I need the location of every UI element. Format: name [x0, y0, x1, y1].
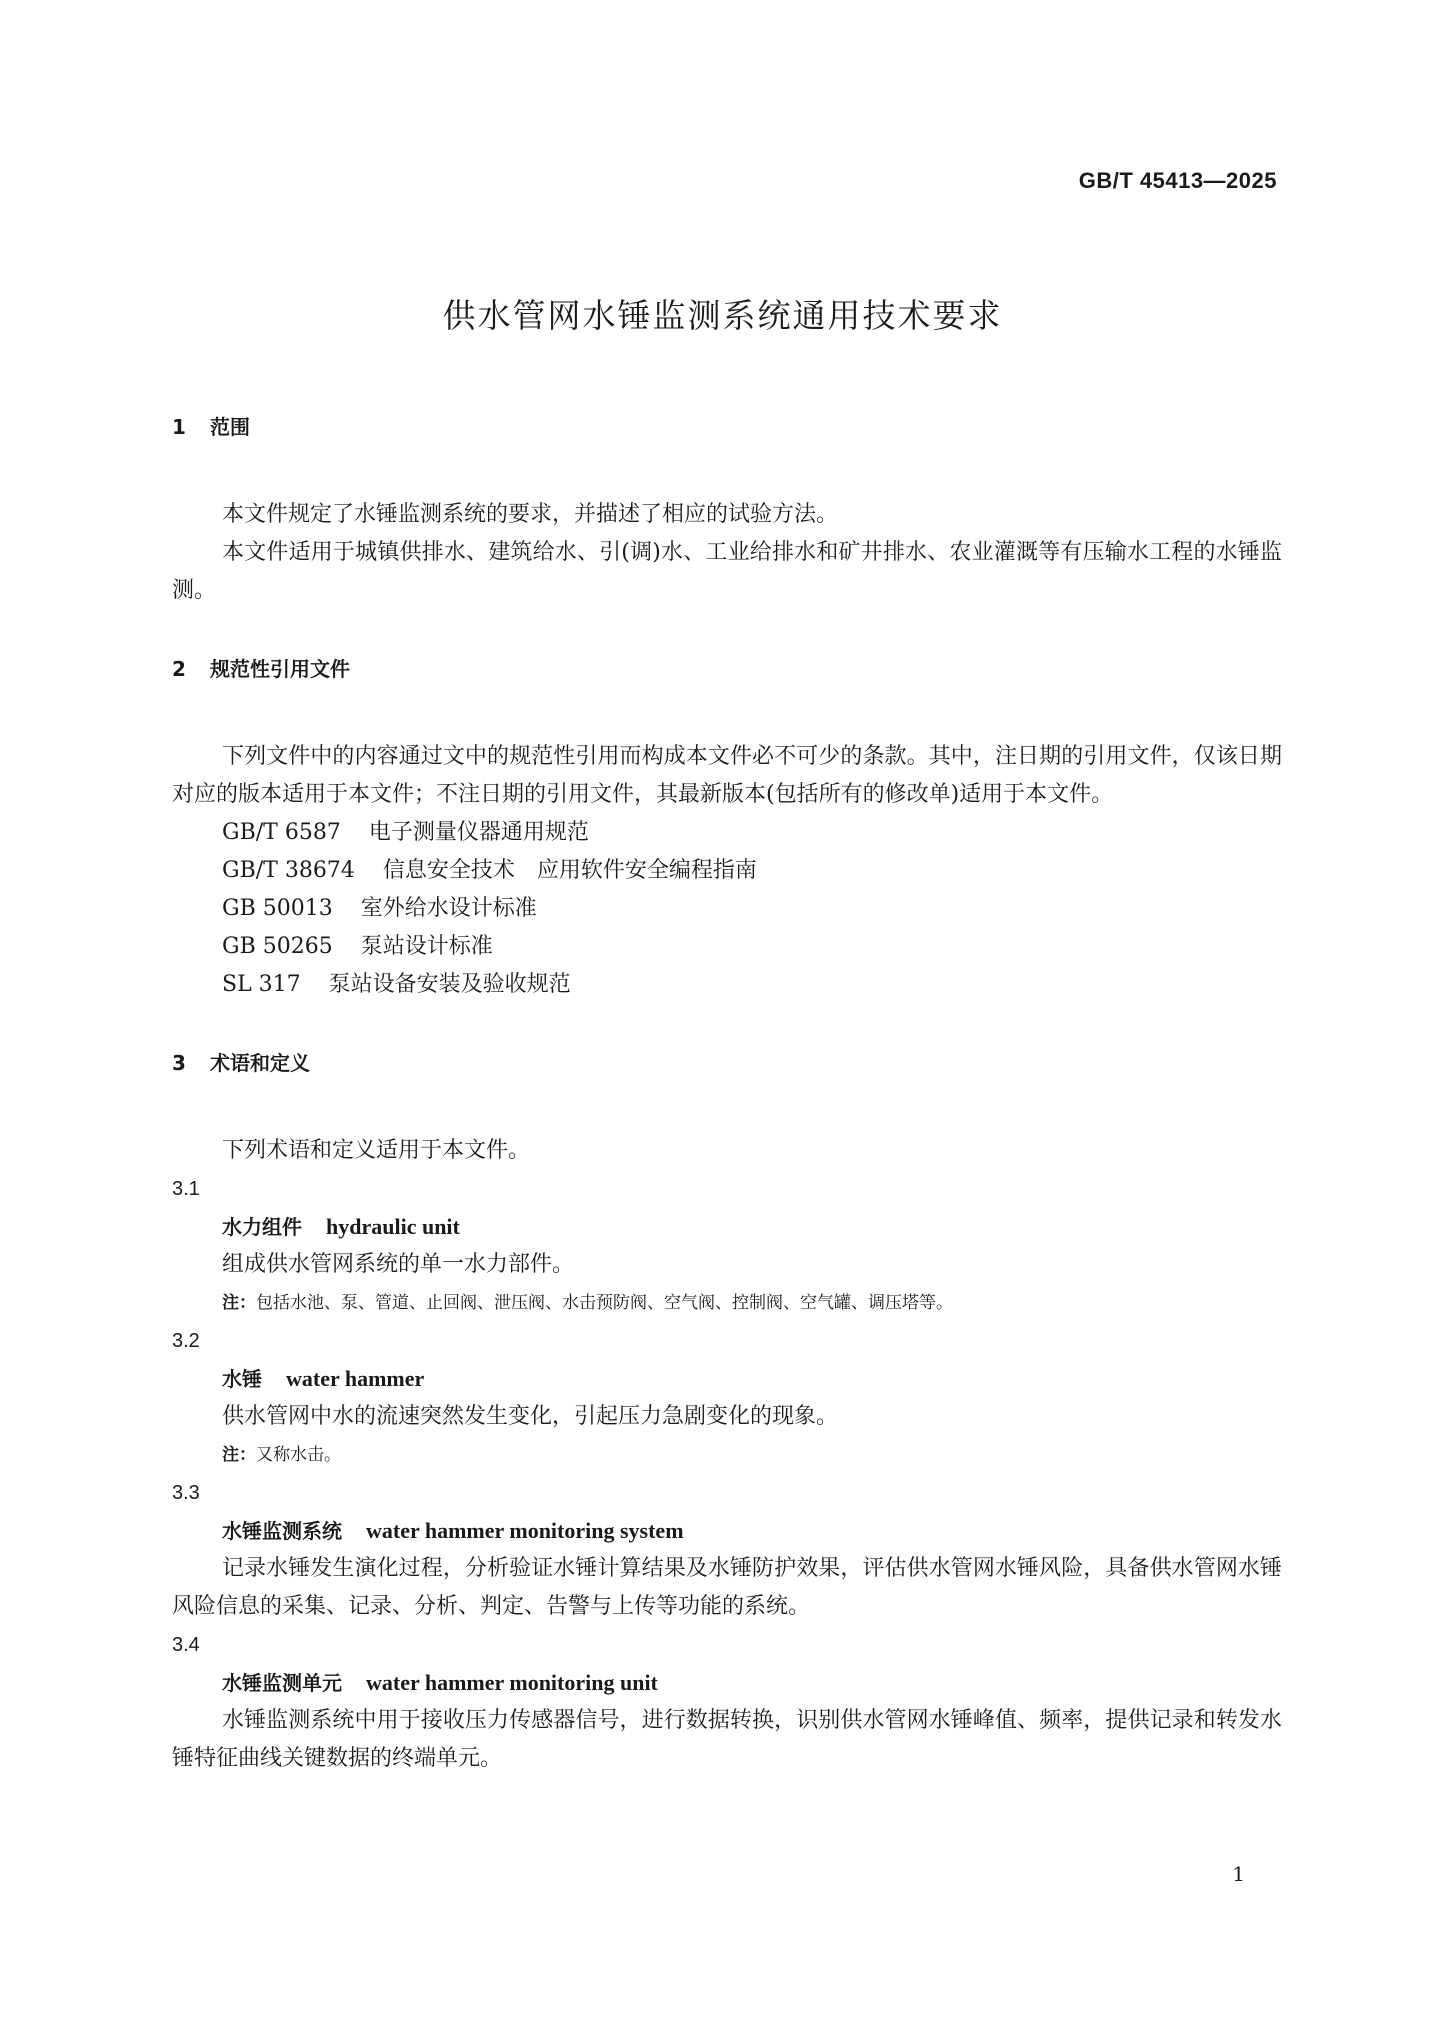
- note-label: 注：: [222, 1293, 256, 1313]
- note-text: 包括水池、泵、管道、止回阀、泄压阀、水击预防阀、空气阀、控制阀、空气罐、调压塔等。: [256, 1293, 953, 1313]
- term-number: 3.3: [172, 1482, 200, 1504]
- section-2-heading: [172, 650, 1282, 688]
- term-definition: 供水管网中水的流速突然发生变化，引起压力急剧变化的现象。: [222, 1404, 839, 1429]
- term-name-zh: 水锤监测单元: [222, 1671, 342, 1695]
- reference-item: [172, 852, 1282, 890]
- term-name-en: water hammer monitoring system: [366, 1518, 684, 1543]
- term-name: [172, 1664, 1282, 1702]
- reference-code: GB 50013: [222, 896, 333, 921]
- reference-item: [172, 966, 1282, 1004]
- term-name-zh: 水锤: [222, 1367, 262, 1391]
- section-1-heading: [172, 408, 1282, 446]
- term-number: 3.1: [172, 1178, 200, 1200]
- section-title: 术语和定义: [210, 1051, 310, 1075]
- reference-code: SL 317: [222, 972, 301, 997]
- reference-code: GB/T 38674: [222, 858, 355, 883]
- paragraph: 下列文件中的内容通过文中的规范性引用而构成本文件必不可少的条款。其中，注日期的引用文件，仅该日期对应的版本适用于本文件；不注日期的引用文件，其最新版本(包括所有的修改单)适用于本文件。: [172, 744, 1282, 807]
- paragraph: 下列术语和定义适用于本文件。: [222, 1138, 531, 1163]
- reference-title: 泵站设备安装及验收规范: [328, 972, 571, 997]
- note-text: 又称水击。: [256, 1445, 341, 1465]
- term-name: [172, 1360, 1282, 1398]
- term-name-en: water hammer: [286, 1366, 425, 1391]
- document-title: 供水管网水锤监测系统通用技术要求: [442, 296, 1003, 335]
- reference-item: [172, 928, 1282, 966]
- term-name-en: hydraulic unit: [326, 1214, 460, 1239]
- reference-title: 电子测量仪器通用规范: [368, 820, 589, 845]
- term-name-en: water hammer monitoring unit: [366, 1670, 658, 1695]
- section-number: 1: [172, 415, 186, 439]
- page-number: 1: [1232, 1862, 1245, 1886]
- section-3-heading: [172, 1044, 1282, 1082]
- term-number: 3.4: [172, 1634, 200, 1656]
- section-number: 2: [172, 657, 186, 681]
- reference-title: 信息安全技术 应用软件安全编程指南: [382, 858, 757, 883]
- term-definition: 水锤监测系统中用于接收压力传感器信号，进行数据转换，识别供水管网水锤峰值、频率，提供记录和转发水锤特征曲线关键数据的终端单元。: [172, 1708, 1282, 1771]
- term-name: [172, 1208, 1282, 1246]
- section-title: 规范性引用文件: [210, 657, 350, 681]
- term-note: [172, 1284, 1282, 1322]
- reference-title: 泵站设计标准: [360, 934, 493, 959]
- term-name: [172, 1512, 1282, 1550]
- term-name-zh: 水锤监测系统: [222, 1519, 342, 1543]
- paragraph: 本文件适用于城镇供排水、建筑给水、引(调)水、工业给排水和矿井排水、农业灌溉等有压输水工程的水锤监测。: [172, 540, 1282, 603]
- section-title: 范围: [210, 415, 250, 439]
- reference-code: GB/T 6587: [222, 820, 341, 845]
- term-name-zh: 水力组件: [222, 1215, 302, 1239]
- standard-number: GB/T 45413—2025: [1078, 168, 1277, 193]
- section-number: 3: [172, 1051, 186, 1075]
- reference-code: GB 50265: [222, 934, 333, 959]
- document-body: [172, 408, 1282, 1778]
- note-label: 注：: [222, 1445, 256, 1465]
- paragraph: 本文件规定了水锤监测系统的要求，并描述了相应的试验方法。: [222, 502, 839, 527]
- reference-title: 室外给水设计标准: [360, 896, 537, 921]
- term-definition: 组成供水管网系统的单一水力部件。: [222, 1252, 575, 1277]
- term-definition: 记录水锤发生演化过程，分析验证水锤计算结果及水锤防护效果，评估供水管网水锤风险，具备供水管网水锤风险信息的采集、记录、分析、判定、告警与上传等功能的系统。: [172, 1556, 1282, 1619]
- term-note: [172, 1436, 1282, 1474]
- reference-item: [172, 814, 1282, 852]
- reference-item: [172, 890, 1282, 928]
- term-number: 3.2: [172, 1330, 200, 1352]
